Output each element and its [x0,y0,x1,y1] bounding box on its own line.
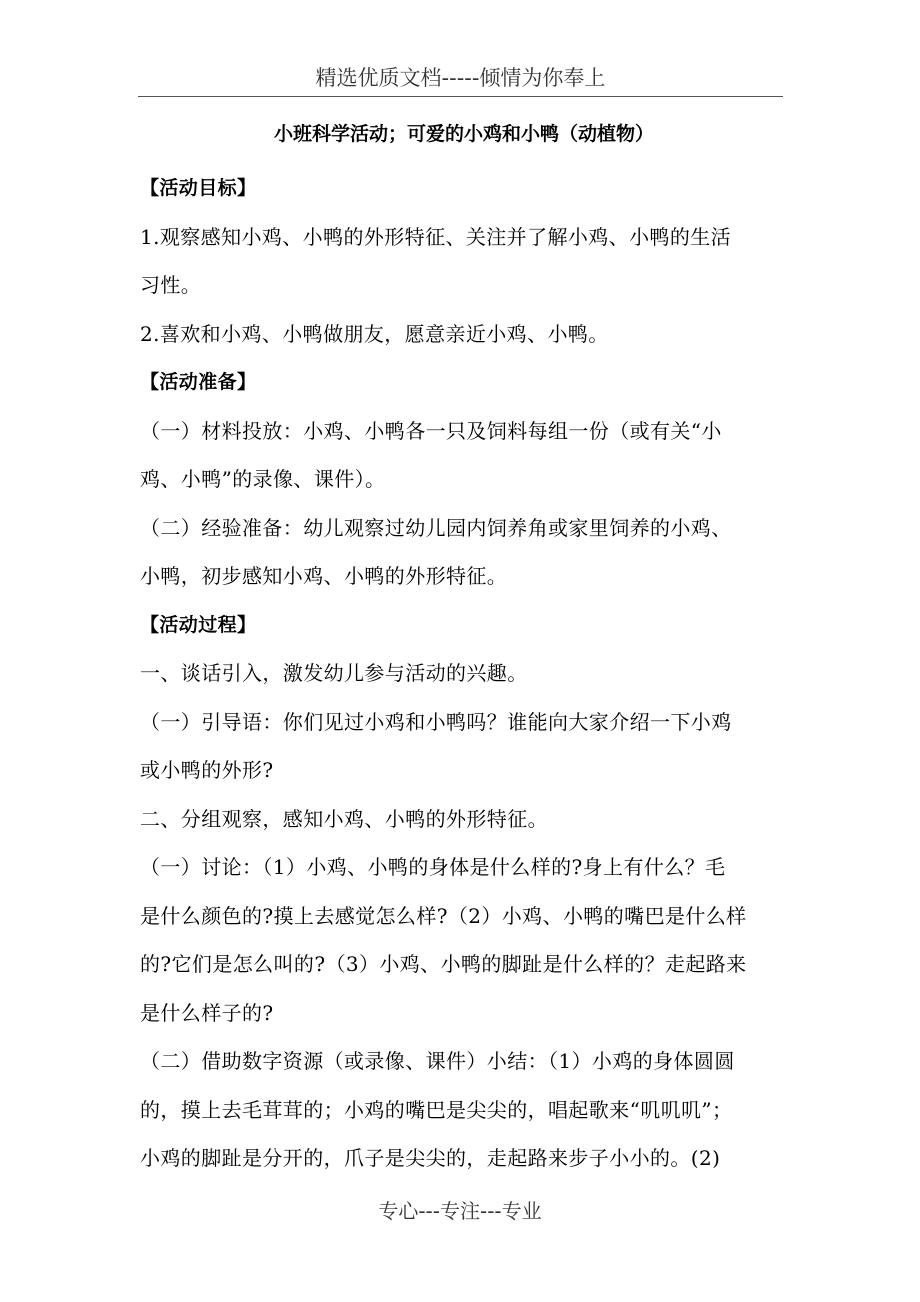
text-line: （一）材料投放：小鸡、小鸭各一只及饲料每组一份（或有关“小 [140,418,722,443]
text-line: 或小鸭的外形? [140,758,274,782]
text-line: 2.喜欢和小鸡、小鸭做朋友，愿意亲近小鸡、小鸭。 [140,321,609,346]
page-footer: 专心---专注---专业 [378,1199,542,1223]
text-line: 习性。 [140,273,202,297]
text-line: （一）引导语：你们见过小鸡和小鸭吗？谁能向大家介绍一下小鸡 [140,709,732,734]
paragraph-list [140,164,788,1183]
section-heading: 【活动准备】 [140,371,257,393]
text-line: 二、分组观察，感知小鸡、小鸭的外形特征。 [140,806,548,831]
text-line: 鸡、小鸭”的录像、课件）。 [140,467,386,491]
text-line: 小鸭，初步感知小鸡、小鸭的外形特征。 [140,564,508,588]
page-header: 精选优质文档-----倾情为你奉上 [138,62,783,97]
text-line: 的?它们是怎么叫的?（3）小鸡、小鸭的脚趾是什么样的？走起路来 [140,952,747,976]
document-title: 小班科学活动；可爱的小鸡和小鸭（动植物） [273,123,654,145]
text-line: 1.观察感知小鸡、小鸭的外形特征、关注并了解小鸡、小鸭的生活 [140,224,732,249]
text-line: （一）讨论：（1）小鸡、小鸭的身体是什么样的?身上有什么？毛 [140,855,726,879]
text-line: 是什么颜色的?摸上去感觉怎么样?（2）小鸡、小鸭的嘴巴是什么样 [140,903,747,928]
document-body [140,120,788,1183]
text-line: （二）借助数字资源（或录像、课件）小结：（1）小鸡的身体圆圆 [140,1049,735,1073]
section-heading: 【活动目标】 [140,177,257,199]
section-heading: 【活动过程】 [140,613,257,636]
text-line: （二）经验准备：幼儿观察过幼儿园内饲养角或家里饲养的小鸡、 [140,515,732,540]
text-line: 是什么样子的? [140,1000,274,1025]
text-line: 小鸡的脚趾是分开的，爪子是尖尖的，走起路来步子小小的。(2) [140,1146,721,1170]
text-line: 一、谈话引入，激发幼儿参与活动的兴趣。 [140,661,528,685]
text-line: 的，摸上去毛茸茸的；小鸡的嘴巴是尖尖的，唱起歌来“叽叽叽”； [140,1097,733,1122]
